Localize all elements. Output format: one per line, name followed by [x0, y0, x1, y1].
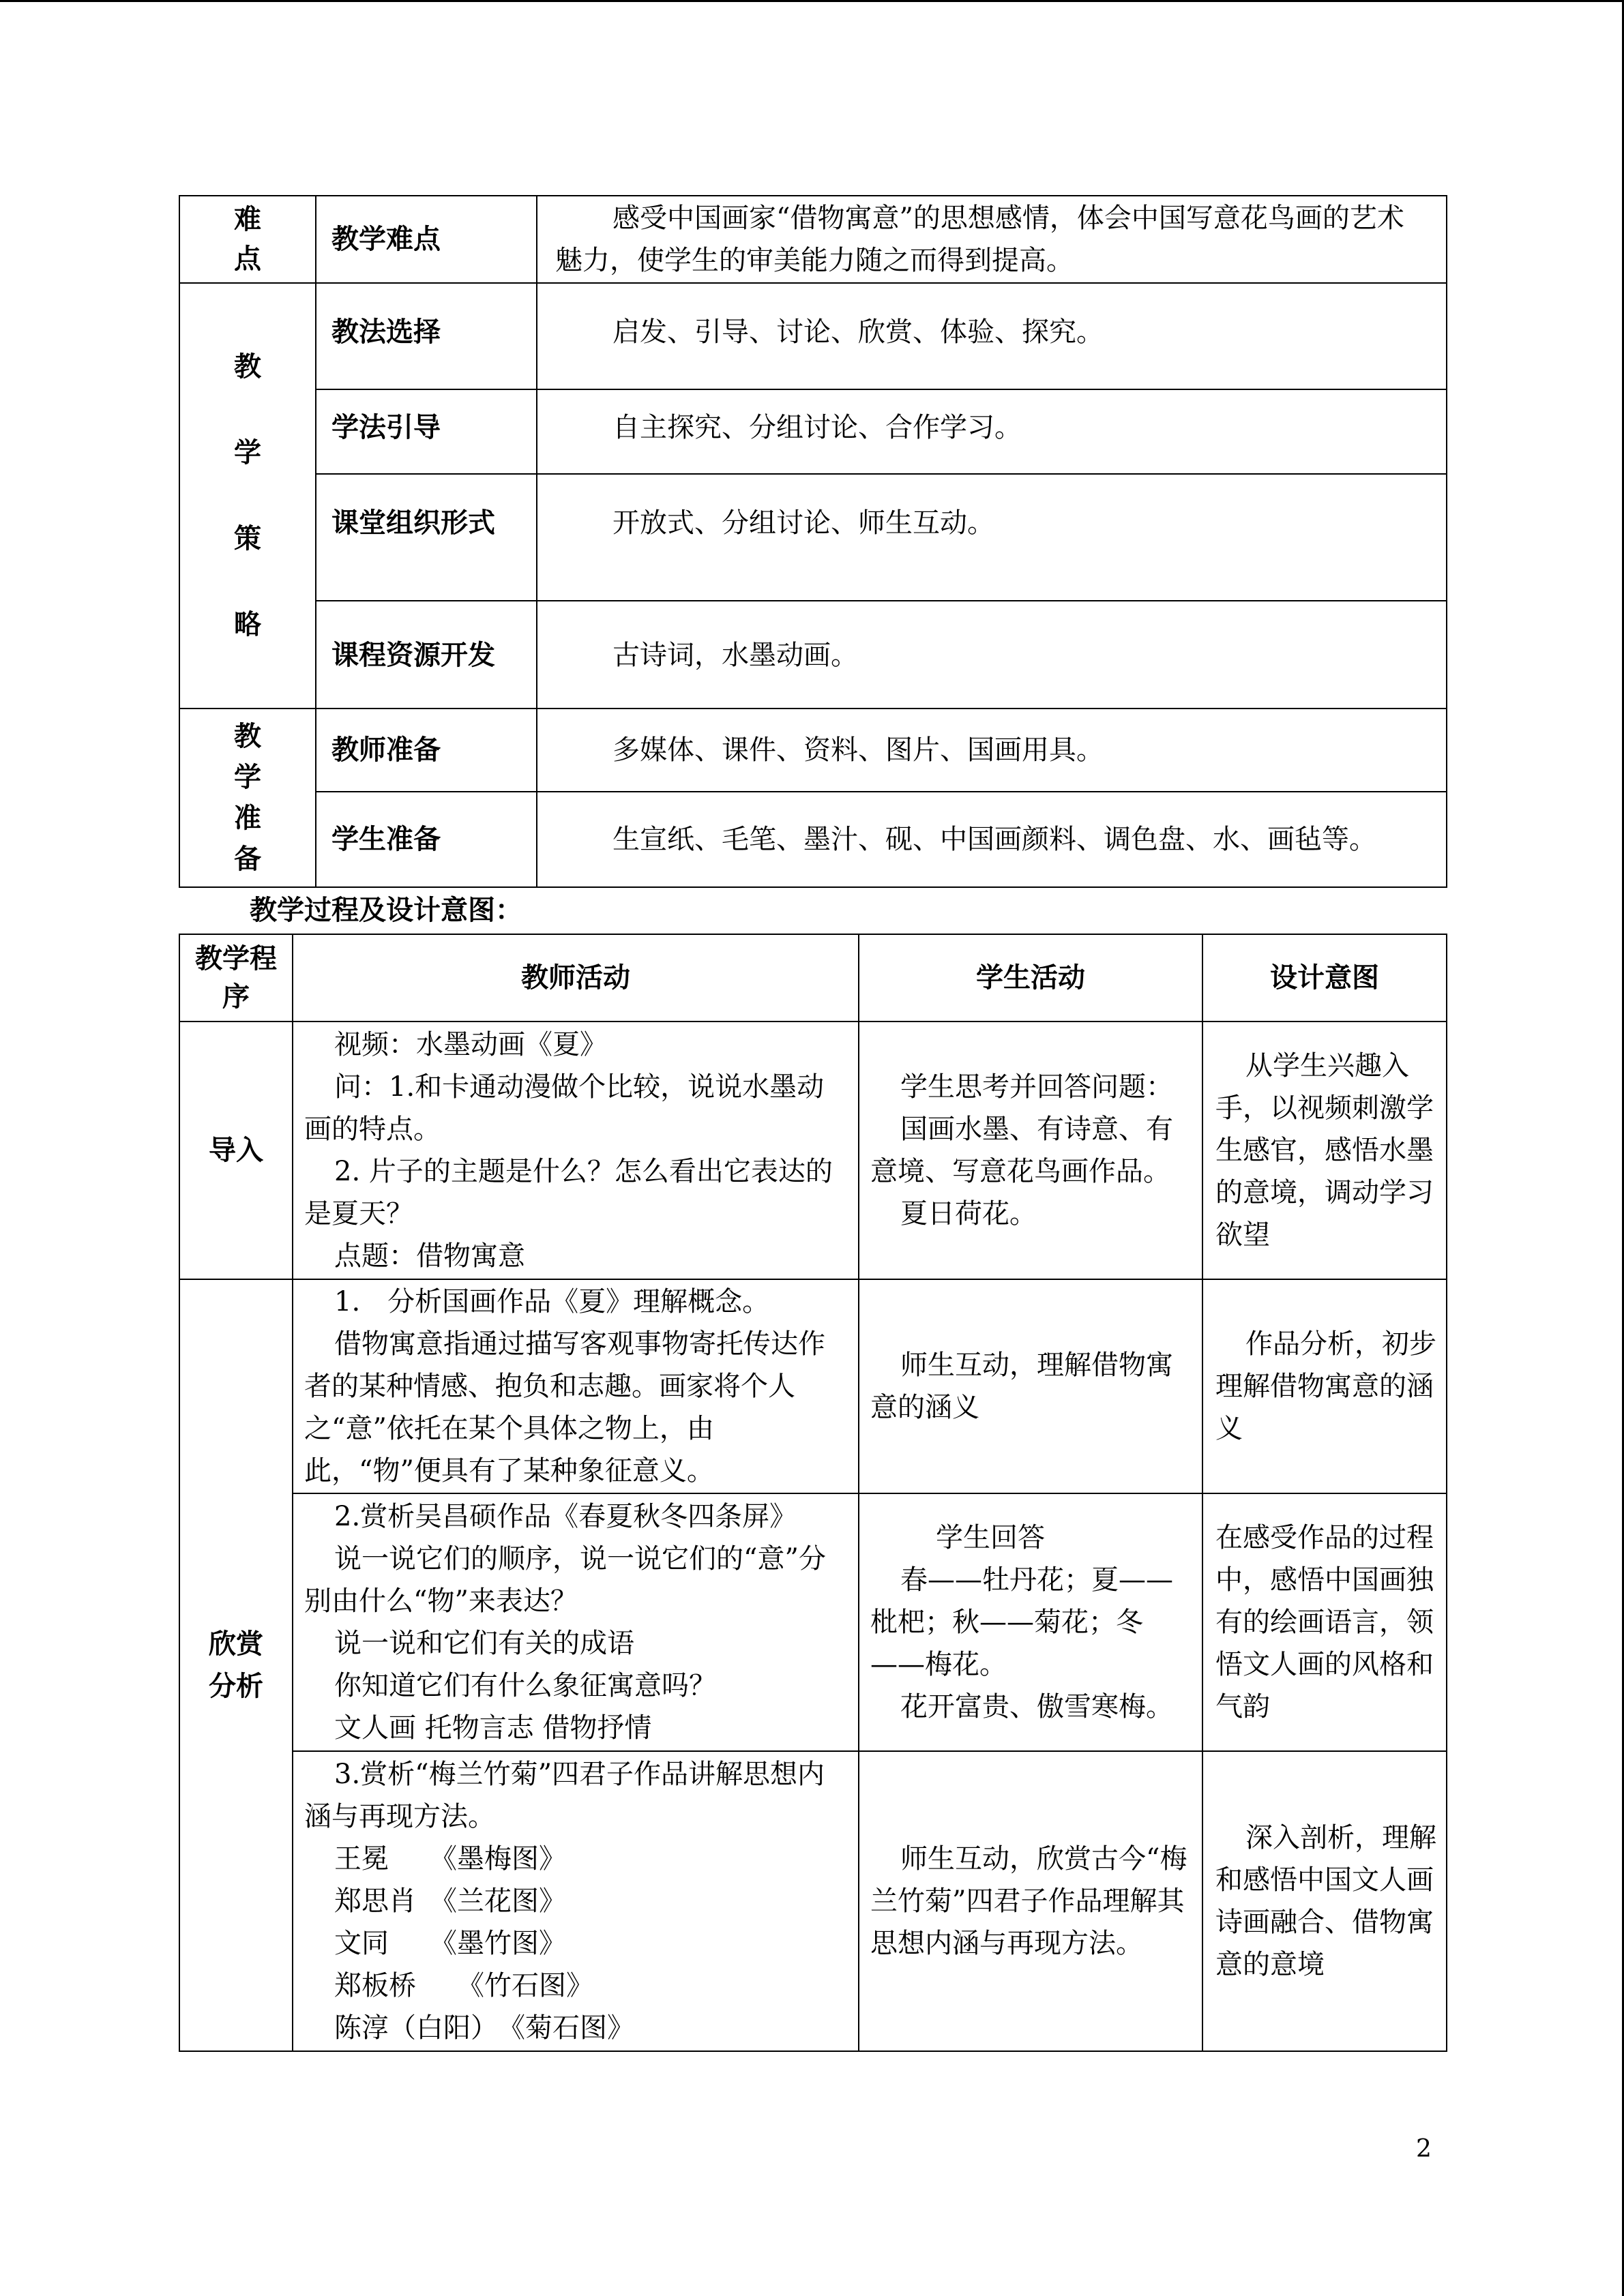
row-content: 启发、引导、讨论、欣赏、体验、探究。 [537, 283, 1447, 389]
appreciation-intent-cell [1202, 1751, 1447, 2051]
appreciation-intent-cell [1202, 1279, 1447, 1493]
table-row [179, 1751, 1447, 2051]
category-strategy [179, 283, 316, 709]
header-teacher: 教师活动 [293, 934, 859, 1022]
category-line: 难 点 [234, 204, 261, 275]
header-student: 学生活动 [859, 934, 1202, 1022]
table-row [179, 196, 1447, 283]
teacher-line: 借物寓意指通过描写客观事物寄托传达作者的某种情感、抱负和志趣。画家将个人之“意”依托在某个具体之物上，由此，“物”便具有了某种象征意义。 [304, 1328, 825, 1487]
intent-text: 从学生兴趣入手，以视频刺激学生感官，感悟水墨的意境，调动学习欲望 [1215, 1050, 1434, 1251]
intent-text: 深入剖析，理解和感悟中国文人画诗画融合、借物寓意的意境 [1215, 1822, 1436, 1980]
intent-text: 在感受作品的过程中，感悟中国画独有的绘画语言，领悟文人画的风格和气韵 [1215, 1522, 1434, 1723]
teacher-line: 2. 片子的主题是什么？怎么看出它表达的是夏天？ [304, 1156, 833, 1229]
row-content: 多媒体、课件、资料、图片、国画用具。 [537, 709, 1447, 792]
stage-label: 欣赏 分析 [209, 1628, 263, 1702]
row-label: 学法引导 [316, 389, 537, 474]
appreciation-intent-cell [1202, 1493, 1447, 1751]
teacher-line: 文人画 托物言志 借物抒情 [334, 1712, 652, 1744]
row-label: 课程资源开发 [316, 601, 537, 709]
teaching-process-table [179, 934, 1447, 2052]
teacher-line: 王冕 《墨梅图》 [334, 1843, 566, 1875]
teacher-line: 郑板桥 《竹石图》 [334, 1970, 593, 2001]
category-line: 教 学 准 备 [234, 721, 261, 875]
category-difficulty [179, 196, 316, 283]
teacher-line: 你知道它们有什么象征寓意吗？ [334, 1670, 716, 1701]
category-preparation [179, 709, 316, 887]
teacher-line: 3.赏析“梅兰竹菊”四君子作品讲解思想内涵与再现方法。 [304, 1759, 825, 1832]
row-content: 古诗词，水墨动画。 [537, 601, 1447, 709]
student-line: 学生回答 [936, 1522, 1045, 1553]
table-row [179, 1279, 1447, 1493]
row-content: 感受中国画家“借物寓意”的思想感情，体会中国写意花鸟画的艺术魅力，使学生的审美能力随之而得到提高。 [537, 196, 1447, 283]
teacher-line: 说一说它们的顺序，说一说它们的“意”分别由什么“物”来表达？ [304, 1543, 826, 1617]
intro-student-cell [859, 1022, 1202, 1279]
intent-text: 作品分析，初步理解借物寓意的涵义 [1215, 1328, 1436, 1444]
table-row [179, 1022, 1447, 1279]
teaching-strategy-table [179, 195, 1447, 888]
teacher-line: 说一说和它们有关的成语 [334, 1628, 634, 1659]
appreciation-teacher-cell [293, 1493, 859, 1751]
student-line: 学生思考并回答问题： [900, 1071, 1173, 1103]
intro-teacher-cell [293, 1022, 859, 1279]
student-line: 春——牡丹花；夏——枇杷；秋——菊花；冬——梅花。 [870, 1564, 1173, 1680]
appreciation-student-cell [859, 1279, 1202, 1493]
teacher-line: 1. 分析国画作品《夏》理解概念。 [334, 1286, 770, 1317]
header-stage: 教学程序 [179, 934, 293, 1022]
teacher-line: 2.赏析吴昌硕作品《春夏秋冬四条屏》 [334, 1501, 797, 1532]
table-row [179, 283, 1447, 389]
table-row [179, 474, 1447, 601]
table-header-row [179, 934, 1447, 1022]
row-label: 教学难点 [316, 196, 537, 283]
appreciation-student-cell [859, 1751, 1202, 2051]
row-content: 开放式、分组讨论、师生互动。 [537, 474, 1447, 601]
stage-intro: 导入 [179, 1022, 293, 1279]
category-line: 教 学 策 略 [234, 351, 261, 640]
student-line: 夏日荷花。 [900, 1198, 1037, 1229]
teacher-line: 郑思肖 《兰花图》 [334, 1885, 566, 1917]
page-border-top [0, 0, 1624, 2]
row-label: 学生准备 [316, 792, 537, 887]
teacher-line: 视频：水墨动画《夏》 [334, 1029, 607, 1060]
table-row [179, 792, 1447, 887]
row-content: 自主探究、分组讨论、合作学习。 [537, 389, 1447, 474]
teacher-line: 点题：借物寓意 [334, 1240, 525, 1272]
row-label: 教师准备 [316, 709, 537, 792]
row-label: 课堂组织形式 [316, 474, 537, 601]
stage-appreciation [179, 1279, 293, 2051]
header-intent: 设计意图 [1202, 934, 1447, 1022]
appreciation-student-cell [859, 1493, 1202, 1751]
student-line: 国画水墨、有诗意、有意境、写意花鸟画作品。 [870, 1114, 1173, 1187]
table-row [179, 709, 1447, 792]
teacher-line: 问：1.和卡通动漫做个比较，说说水墨动画的特点。 [304, 1071, 825, 1145]
page-number: 2 [1416, 2135, 1432, 2163]
appreciation-teacher-cell [293, 1279, 859, 1493]
intro-intent-cell [1202, 1022, 1447, 1279]
appreciation-teacher-cell [293, 1751, 859, 2051]
table-row [179, 1493, 1447, 1751]
teacher-line: 陈淳（白阳） 《菊石图》 [334, 2012, 634, 2044]
student-line: 师生互动，理解借物寓意的涵义 [870, 1350, 1173, 1423]
student-line: 花开富贵、傲雪寒梅。 [900, 1691, 1173, 1723]
row-content: 生宣纸、毛笔、墨汁、砚、中国画颜料、调色盘、水、画毡等。 [537, 792, 1447, 887]
section-heading: 教学过程及设计意图： [250, 895, 522, 926]
table-row [179, 601, 1447, 709]
student-line: 师生互动，欣赏古今“梅兰竹菊”四君子作品理解其思想内涵与再现方法。 [870, 1843, 1187, 1959]
table-row [179, 389, 1447, 474]
teacher-line: 文同 《墨竹图》 [334, 1928, 566, 1959]
row-label: 教法选择 [316, 283, 537, 389]
